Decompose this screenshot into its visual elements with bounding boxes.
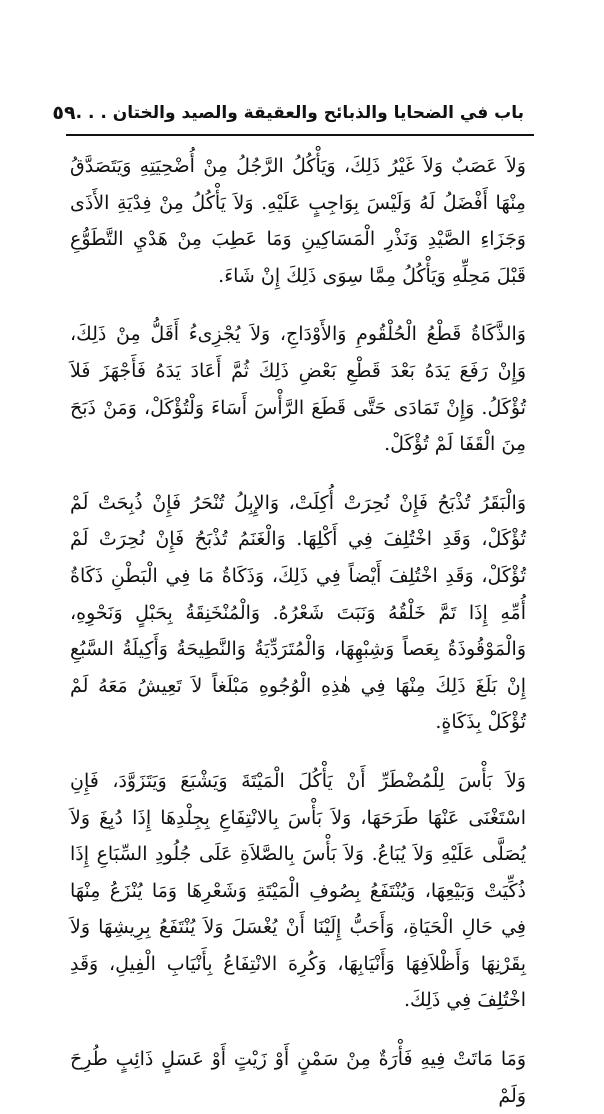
paragraph-necessity-and-carrion: وَلاَ بَأْسَ لِلْمُضْطَرِّ أَنْ يَأْكُلَ الْمَيْتَةَ وَيَشْبَعَ وَيَتَزَوَّدَ، فَإِنِ اسْتَغْنَى عَنْهَا طَرَحَهَا، وَلاَ بَأْسَ بِالانْتِفَاعِ بِجِلْدِهَا إِذَا دُبِغَ وَلاَ يُصَلَّى عَلَيْهِ وَلاَ يُبَاعُ. وَلاَ بَأْسَ بِالصَّلاَةِ عَلَى جُلُودِ السِّبَاعِ إِذَا ذُكِّيَتْ وَبَيْعِهَا، وَيُنْتَفَعُ بِصُوفِ الْمَيْتَةِ وَشَعْرِهَا وَمَا يُنْزَعُ مِنْهَا فِي حَالِ الْحَيَاةِ، وَأَحَبُّ إِلَيْنَا أَنْ يُغْسَلَ وَلاَ يُنْتَفَعُ بِرِيشِهَا وَلاَ بِقَرْنِهَا وَأَظْلاَفِهَا وَأَنْيَابِهَا، وَكُرِهَ الانْتِفَاعُ بِأَنْيَابِ الْفِيلِ، وَقَدِ اخْتُلِفَ فِي ذَلِكَ. <box>70 769 526 1012</box>
paragraph-animals-slaughter: وَالْبَقَرُ تُذْبَحُ فَإِنْ نُحِرَتْ أُكِلَتْ، وَالإِبِلُ تُنْحَرُ فَإِنْ ذُبِحَتْ لَمْ تُؤْكَلْ، وَقَدِ اخْتُلِفَ فِي أَكْلِهَا. وَالْغَنَمُ تُذْبَحُ فَإِنْ نُحِرَتْ لَمْ تُؤْكَلْ، وَقَدِ اخْتُلِفَ أَيْضاً فِي ذَلِكَ، وَذَكَاةُ مَا فِي الْبَطْنِ ذَكَاةُ أُمِّهِ إِذَا تَمَّ خَلْقُهُ وَنَبَتَ شَعْرُهُ. وَالْمُنْخَنِقَةُ بِحَبْلٍ وَنَحْوِهِ، وَالْمَوْقُوذَةُ بِعَصاً وَشِبْهِهَا، وَالْمُتَرَدِّيَةُ وَالنَّطِيحَةُ وَأَكِيلَةُ السَّبُعِ إِنْ بَلَغَ ذَلِكَ مِنْهَا فِي هٰذِهِ الْوُجُوهِ مَبْلَغاً لاَ تَعِيشُ مَعَهُ لَمْ تُؤْكَلْ بِذَكَاةٍ. <box>70 491 526 734</box>
paragraph-slaughter-method: وَالذَّكَاةُ قَطْعُ الْحُلْقُومِ وَالأَوْدَاجِ، وَلاَ يُجْزِىءُ أَقَلُّ مِنْ ذَلِكَ، وَإِنْ رَفَعَ يَدَهُ بَعْدَ قَطْعِ بَعْضِ ذَلِكَ ثُمَّ أَعَادَ يَدَهُ فَأَجْهَزَ فَلاَ تُؤْكَلُ. وَإِنْ تَمَادَى حَتَّى قَطَعَ الرَّأْسَ أَسَاءَ وَلْتُؤْكَلْ، وَمَنْ ذَبَحَ مِنَ الْقَفَا لَمْ تُؤْكَلْ. <box>70 323 526 456</box>
page-number: ٥٩ <box>52 102 76 124</box>
paragraph-sacrifice-eating: وَلاَ عَصَبٌ وَلاَ غَيْرُ ذَلِكَ، وَيَأْكُلُ الرَّجُلُ مِنْ أُضْحِيَتِهِ وَيَتَصَدَّقُ مِنْهَا أَفْضَلُ لَهُ وَلَيْسَ بِوَاجِبٍ عَلَيْهِ. وَلاَ يَأْكُلُ مِنْ فِدْيَةِ الأَذَى وَجَزَاءِ الصَّيْدِ وَنَذْرِ الْمَسَاكِينِ وَمَا عَطِبَ مِنْ هَدْيِ التَّطَوُّعِ قَبْلَ مَحِلِّهِ وَيَأْكُلُ مِمَّا سِوَى ذَلِكَ إِنْ شَاءَ. <box>70 155 526 287</box>
page-header <box>52 96 524 130</box>
body-text <box>70 148 526 1114</box>
header-divider <box>66 134 534 136</box>
chapter-title: باب في الضحايا والذبائح والعقيقة والصيد والختان . . . <box>75 103 524 123</box>
paragraph-mouse-in-food: وَمَا مَاتَتْ فِيهِ فَأْرَةٌ مِنْ سَمْنٍ أَوْ زَيْتٍ أَوْ عَسَلٍ ذَائِبٍ طُرِحَ وَلَمْ <box>70 1048 526 1107</box>
